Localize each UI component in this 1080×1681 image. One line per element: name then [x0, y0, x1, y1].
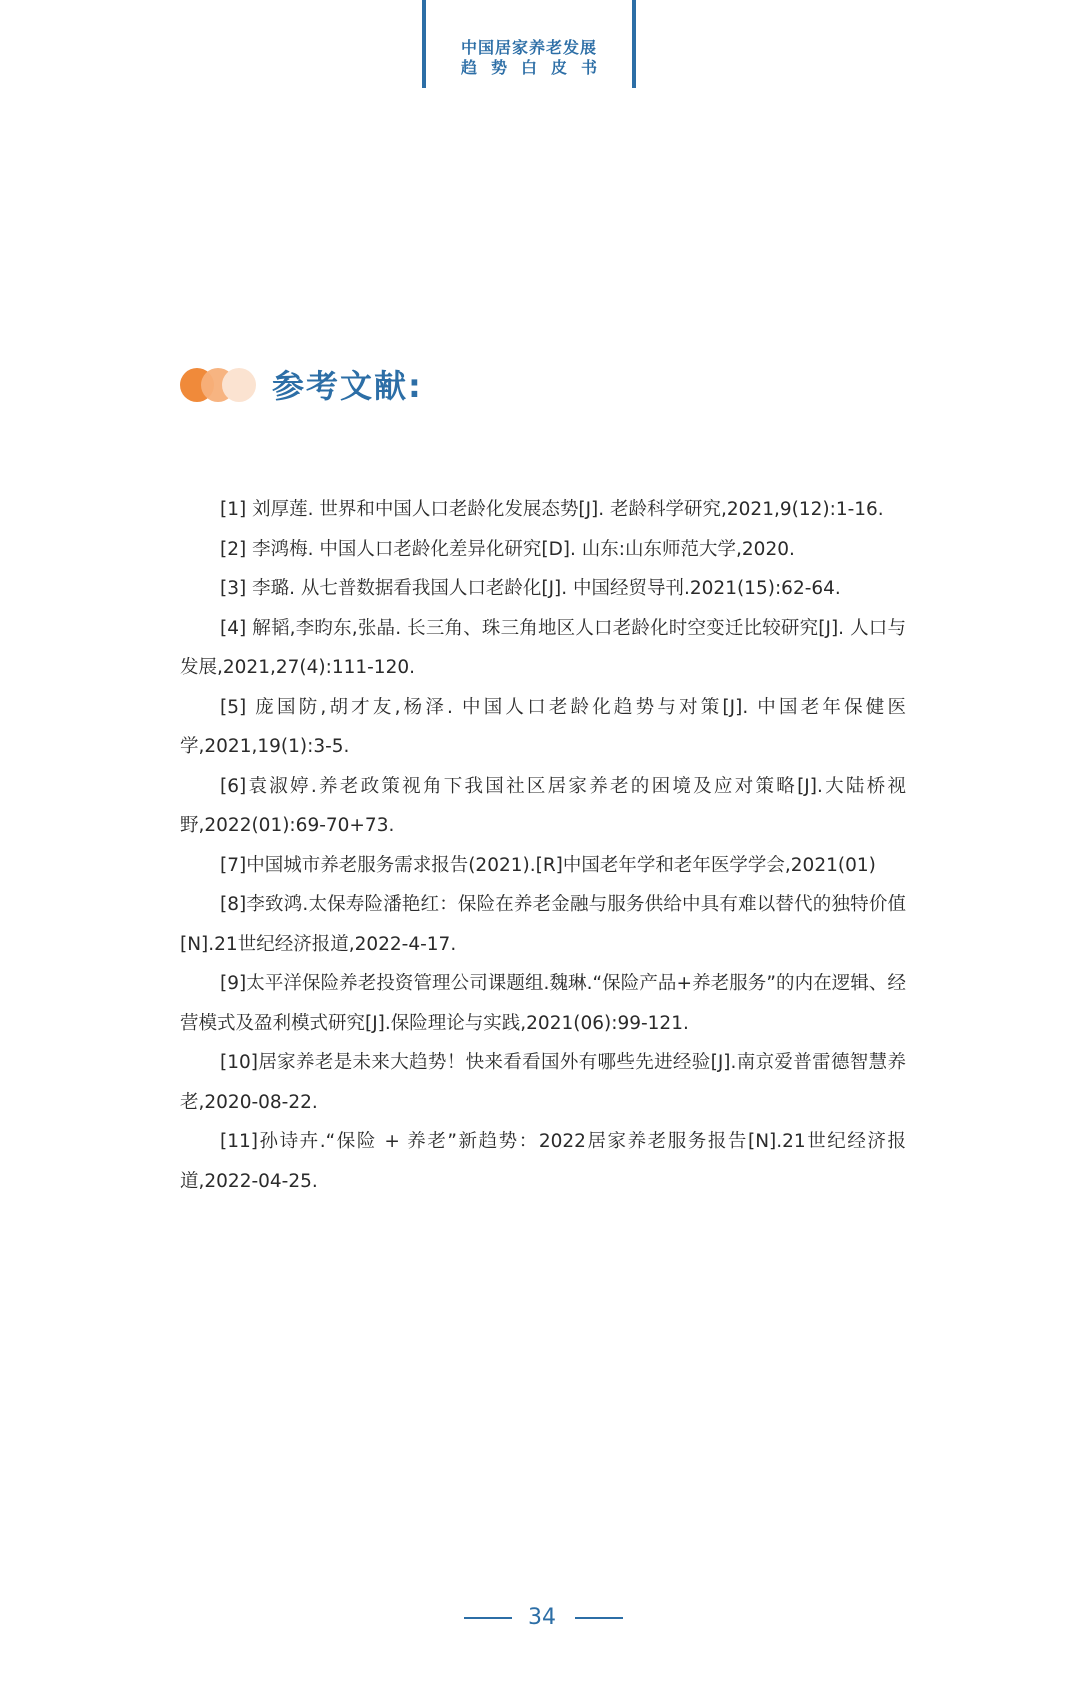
- reference-item: [5] 庞国防,胡才友,杨泽. 中国人口老龄化趋势与对策[J]. 中国老年保健医学,2021,19(1):3-5.: [180, 696, 906, 757]
- reference-item: [4] 解韬,李昀东,张晶. 长三角、珠三角地区人口老龄化时空变迁比较研究[J]. 人口与发展,2021,27(4):111-120.: [180, 617, 906, 678]
- reference-list: [180, 490, 906, 1201]
- reference-item: [8]李致鸿.太保寿险潘艳红：保险在养老金融与服务供给中具有难以替代的独特价值[N].21世纪经济报道,2022-4-17.: [180, 894, 906, 955]
- section-heading: [180, 364, 780, 410]
- reference-item: [3] 李璐. 从七普数据看我国人口老龄化[J]. 中国经贸导刊.2021(15):62-64.: [220, 578, 841, 599]
- page-number: 34: [528, 1605, 556, 1630]
- footer-rule-left: [464, 1617, 512, 1619]
- decorative-dots-icon: [180, 368, 260, 404]
- reference-item: [1] 刘厚莲. 世界和中国人口老龄化发展态势[J]. 老龄科学研究,2021,9(12):1-16.: [220, 499, 884, 520]
- page-footer: [0, 1598, 1080, 1638]
- section-title: 参考文献:: [272, 367, 423, 405]
- header-title-line2: 趋势白皮书: [460, 58, 611, 77]
- header-title-line1: 中国居家养老发展: [460, 38, 597, 57]
- footer-rule-right: [575, 1617, 623, 1619]
- reference-item: [7]中国城市养老服务需求报告(2021).[R]中国老年学和老年医学学会,2021(01): [220, 854, 876, 876]
- reference-item: [2] 李鸿梅. 中国人口老龄化差异化研究[D]. 山东:山东师范大学,2020.: [220, 538, 795, 560]
- reference-item: [9]太平洋保险养老投资管理公司课题组.魏琳.“保险产品+养老服务”的内在逻辑、经营模式及盈利模式研究[J].保险理论与实践,2021(06):99-121.: [180, 973, 906, 1034]
- header-banner: [422, 0, 636, 88]
- reference-item: [6]袁淑婷.养老政策视角下我国社区居家养老的困境及应对策略[J].大陆桥视野,2022(01):69-70+73.: [180, 775, 906, 836]
- reference-item: [10]居家养老是未来大趋势！快来看看国外有哪些先进经验[J].南京爱普雷德智慧养老,2020-08-22.: [180, 1052, 906, 1113]
- dot-pale: [222, 368, 256, 402]
- reference-item: [11]孙诗卉.“保险 + 养老”新趋势：2022居家养老服务报告[N].21世纪经济报道,2022-04-25.: [180, 1131, 906, 1192]
